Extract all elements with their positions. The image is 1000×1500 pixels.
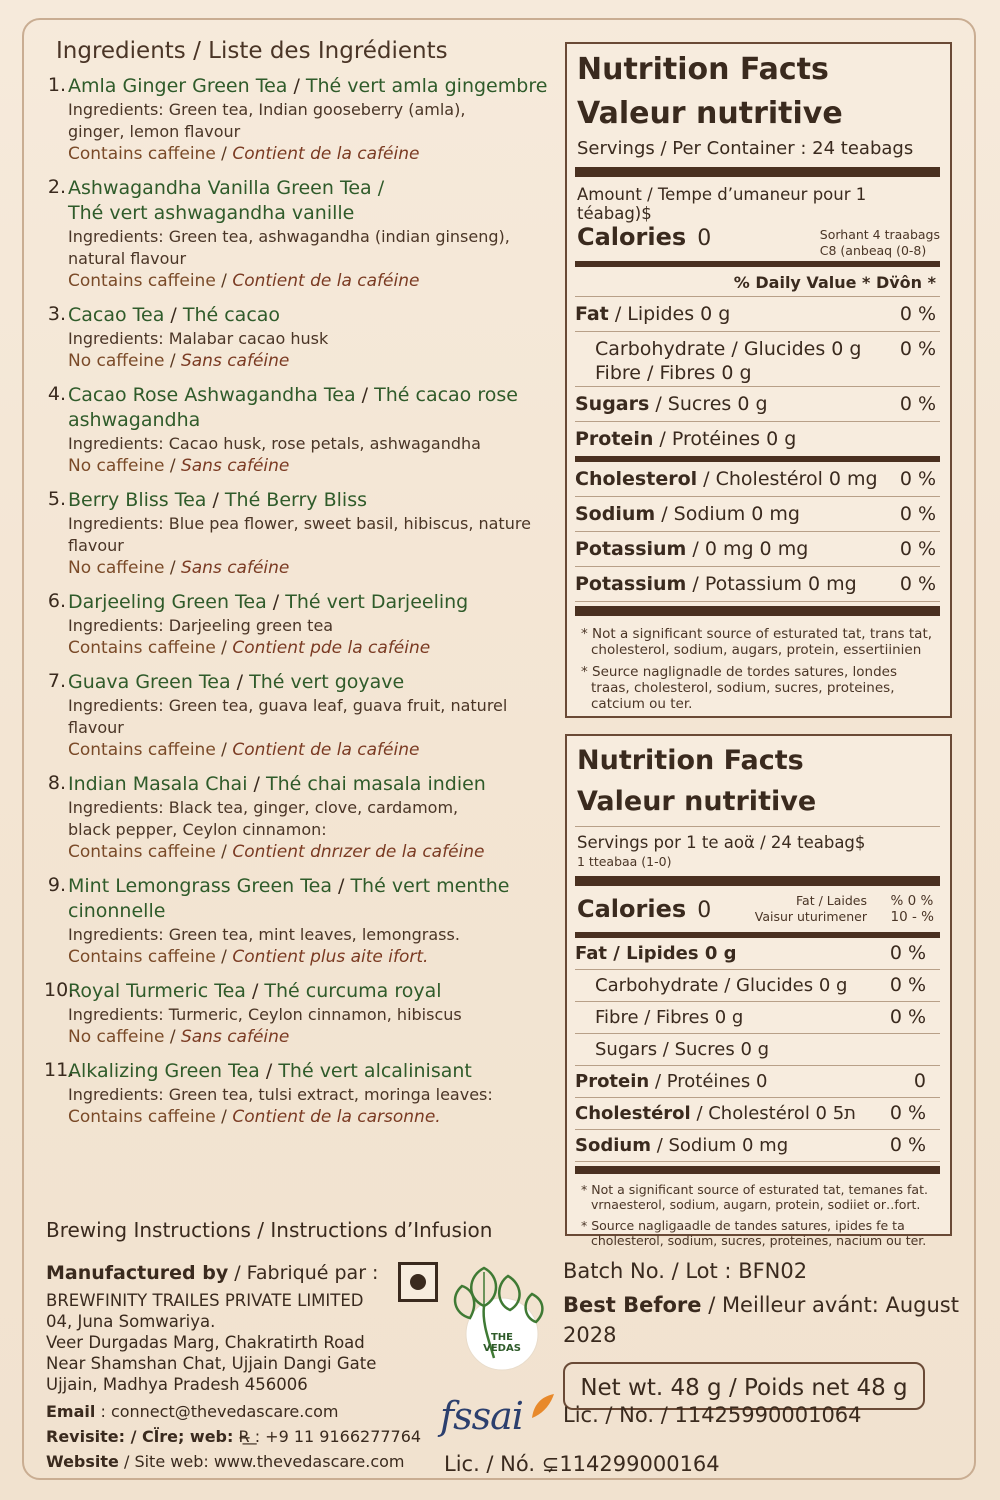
item-title-fr: Thé cacao [182,304,281,326]
nf2-title-en: Nutrition Facts [577,745,804,776]
item-title: Berry Bliss Tea / Thé Berry Bliss [68,489,367,511]
item-title-en: Darjeeling Green Tea [68,591,267,613]
nutrient-name: Protein [575,1071,650,1092]
item-ingredients: Ingredients: Green tea, Indian gooseberry (amla), [68,100,466,119]
item-ingredients: Ingredients: Cacao husk, rose petals, ashwagandha [68,434,481,453]
nf1-divider-mid [575,261,940,267]
nf1-serving-note-1: Sorhant 4 traabags [819,227,940,242]
caffeine-en: No caffeine [68,351,165,371]
ingredient-item [44,488,556,580]
nutrient-detail: / Cholestérol 0 ת5 [690,1103,857,1124]
item-caffeine: No caffeine / Sans caféine [68,351,290,371]
fssai-text: fssai [440,1394,523,1438]
nutrient-detail: / 0 mg 0 mg [686,538,809,560]
item-title-en: Alkalizing Green Tea [68,1060,260,1082]
item-caffeine: Contains caffeine / Contient de la caféine [68,740,420,760]
nutrient-percent: 0 % [889,1134,926,1156]
address-line-4: Ujjain, Madhya Pradesh 456006 [46,1375,308,1394]
caffeine-fr: Sans caféine [180,456,290,476]
nutrient-percent: 0 % [899,393,936,415]
item-number: 4. [47,383,66,405]
item-caffeine: No caffeine / Sans caféine [68,558,290,578]
item-title: Royal Turmeric Tea / Thé curcuma royal [68,980,442,1002]
ingredient-item [44,176,556,293]
nf2-servings-sub: 1 tteabaa (1-0) [577,854,672,869]
caffeine-en: Contains caffeine [68,638,216,658]
nutrient-detail: / Cholestérol 0 mg [697,468,878,490]
item-title: Cacao Tea / Thé cacao [68,304,281,326]
address-line-2: Veer Durgadas Marg, Chakratirth Road [46,1333,365,1352]
nf1-divider-bottom [575,606,940,616]
nutrient-row [575,1066,940,1098]
nf2-cal-mid-2: Vaisur uturimener [754,909,867,924]
ingredient-item [44,670,556,762]
item-title-fr: Thé vert ashwagandha vanille [68,202,355,224]
item-number: 9. [47,874,66,896]
nf1-title-fr: Valeur nutritive [577,96,843,131]
batch-value: BFN02 [738,1259,808,1283]
ingredients-heading: Ingredients / Liste des Ingrédients [56,38,448,64]
nutrient-percent: 0 % [899,468,936,490]
nutrient-name: Fat / Lipides 0 g [575,943,737,964]
nutrient-percent: 0 % [899,573,936,595]
caffeine-fr: Contient de la caféine [232,144,420,164]
nutrient-name: Cholesterol [575,468,698,490]
website-label: Website [46,1452,119,1471]
nf1-footnote-2: * Seurce naglignadle de tordes satures, londes traas, cholesterol, sodium, sucres, proteines, catcium ou ter. [581,664,897,712]
fssai-leaf-icon [528,1392,556,1422]
license-line-1: Lic. / No. / 11425990001064 [563,1403,862,1427]
nf1-rows [567,297,950,602]
item-title [68,176,556,226]
nf1-calories-label: Calories [577,223,687,251]
item-number: 10. [44,979,75,1001]
item-number: 6. [47,590,66,612]
caffeine-en: Contains caffeine [68,1107,216,1127]
license-line-2: Lic. / Nó. ⊊114299000164 [444,1452,720,1476]
item-title-en: Cacao Tea [68,304,165,326]
nutrient-percent: 0 % [899,303,936,325]
caffeine-fr: Contient de la caféine [232,271,420,291]
nutrient-name: Fat [575,303,609,325]
nutrient-detail: Carbohydrate / Glucides 0 g [595,975,848,996]
item-ingredients: flavour [68,536,124,555]
nf1-servings: Servings / Per Container : 24 teabags [577,138,914,159]
nutrient-row [575,422,940,462]
item-number: 3. [47,303,66,325]
item-title-fr: Thé cacao rose ashwagandha [68,384,518,431]
nutrient-name: Sodium [575,1135,651,1156]
nf2-footnote-2: * Source nagligaadle de tandes satures, ipides fe ta cholesterol, sodium, sucres, proteines, nacium ou ter. [581,1218,927,1248]
item-title-fr: Thé vert goyave [249,671,405,693]
nutrient-percent: 0 % [889,942,926,964]
item-ingredients: Ingredients: Malabar cacao husk [68,329,329,348]
address-line-3: Near Shamshan Chat, Ujjain Dangi Gate [46,1354,377,1373]
caffeine-fr: Contient de la caféine [232,740,420,760]
item-title: Cacao Rose Ashwagandha Tea / Thé cacao rose ashwagandha [68,384,518,431]
caffeine-en: Contains caffeine [68,842,216,862]
nf2-calories-row [577,890,940,928]
nf1-dv-header: % Daily Value * Dv̈ôn * [733,273,936,292]
item-ingredients: flavour [68,718,124,737]
item-title-fr: Thé vert alcalinisant [278,1060,472,1082]
nf1-divider-thick [575,167,940,177]
nutrient-detail: / Sodium 0 mg [650,1135,789,1156]
website-value[interactable]: / Site web: www.thevedascare.com [118,1452,405,1471]
nutrient-row [575,1002,940,1034]
mfg-label-fr: / Fabriqué par : [228,1262,379,1284]
nf1-title-en: Nutrition Facts [577,52,829,87]
leaf-logo-icon [448,1262,548,1372]
best-before-line [563,1290,963,1350]
caffeine-en: No caffeine [68,1027,165,1047]
email-label: Email [46,1402,96,1421]
nutrient-detail: / Protéines 0 [649,1071,768,1092]
nutrient-name: Sugars [575,393,650,415]
company-name: BREWFINITY TRAILES PRIVATE LIMITED [46,1291,364,1310]
net-weight-box: Net wt. 48 g / Poids net 48 g [563,1362,925,1410]
nutrient-name: Sodium [575,503,656,525]
item-ingredients: natural flavour [68,249,187,268]
ingredients-list [44,74,556,1129]
ingredient-item [44,74,556,166]
ingredient-item [44,1059,556,1129]
item-caffeine: Contains caffeine / Contient de la carsonne. [68,1107,441,1127]
nf2-servings: Servings por 1 te aoα̈ / 24 teabag$ [577,833,866,852]
caffeine-en: No caffeine [68,558,165,578]
best-before-value: / Meilleur avánt: August 2028 [563,1293,959,1347]
caffeine-fr: Sans caféine [180,351,290,371]
item-number: 11. [44,1059,75,1081]
nf2-calories-label: Calories [577,895,687,923]
item-title-fr: Thé chai masala indien [265,773,486,795]
ingredients-section [44,38,556,1139]
nf2-divider-bottom [575,1166,940,1174]
item-title: Darjeeling Green Tea / Thé vert Darjeeling [68,591,469,613]
nutrient-row [575,387,940,422]
nutrient-row [575,970,940,1002]
item-title-en: Royal Turmeric Tea [68,980,246,1002]
nutrient-row [575,297,940,332]
nutrient-row [575,1130,940,1162]
nutrient-row [575,332,940,387]
nf1-calories-value: 0 [697,226,712,251]
item-number: 8. [47,772,66,794]
caffeine-fr: Contient pde la caféine [232,638,431,658]
nf1-serving-note-2: C8 (anbeaq (0-8) [819,243,927,258]
item-ingredients: Ingredients: Green tea, guava leaf, guava fruit, naturel [68,696,508,715]
item-title: Amla Ginger Green Tea / Thé vert amla gingembre [68,75,548,97]
nutrient-name: Cholestérol [575,1103,691,1124]
item-title-fr: Thé curcuma royal [264,980,442,1002]
item-ingredients: black pepper, Ceylon cinnamon: [68,820,327,839]
item-caffeine: Contains caffeine / Contient de la caféine [68,144,420,164]
ingredient-item [44,772,556,864]
nutrient-name: Potassium [575,538,687,560]
caffeine-en: Contains caffeine [68,740,216,760]
nutrient-percent: 0 [913,1070,926,1092]
nf2-footnote-1: * Not a significant source of esturated tat, temanes fat. vrnaesterol, sodium, augarn, protein, sodiiet or‥fort. [581,1182,928,1212]
item-title-fr: Thé vert Darjeeling [285,591,469,613]
batch-label: Batch No. / Lot : [563,1259,732,1283]
nutrient-name: Protein [575,428,654,450]
nf2-divider-thick [575,876,940,886]
item-title: Indian Masala Chai / Thé chai masala indien [68,773,486,795]
item-title-fr: Thé Berry Bliss [224,489,367,511]
caffeine-fr: Contient plus aite ifort. [232,947,429,967]
phone-value[interactable]: R̶͟ : +9 11 9166277764 [233,1427,422,1446]
item-ingredients: Ingredients: Turmeric, Ceylon cinnamon, hibiscus [68,1005,462,1024]
item-caffeine: Contains caffeine / Contient pde la caféine [68,638,431,658]
item-ingredients: Ingredients: Blue pea flower, sweet basil, hibiscus, nature [68,514,531,533]
nf1-calories-row [577,223,940,259]
nutrient-detail: Fibre / Fibres 0 g [595,1007,744,1028]
email-value[interactable]: : connect@thevedascare.com [95,1402,339,1421]
item-title-fr: Thé vert amla gingembre [305,75,548,97]
nutrient-row [575,497,940,532]
caffeine-fr: Sans caféine [180,558,290,578]
item-title: Guava Green Tea / Thé vert goyave [68,671,405,693]
item-caffeine: No caffeine / Sans caféine [68,456,290,476]
nf2-calories-value: 0 [697,898,712,923]
nutrient-detail: Carbohydrate / Glucides 0 g [595,338,862,360]
best-before-label: Best Before [563,1293,702,1317]
batch-line [563,1256,963,1286]
brewing-instructions-heading: Brewing Instructions / Instructions d’Infusion [46,1218,493,1242]
caffeine-en: Contains caffeine [68,144,216,164]
item-title-en: Mint Lemongrass Green Tea [68,875,332,897]
nutrition-facts-panel-1 [565,42,952,718]
ingredient-item [44,590,556,660]
nutrient-percent: 0 % [899,338,936,360]
nutrient-row [575,1098,940,1130]
caffeine-en: Contains caffeine [68,271,216,291]
nutrient-row [575,1034,940,1066]
item-caffeine: Contains caffeine / Contient dnrızer de la caféine [68,842,485,862]
item-title-en: Guava Green Tea [68,671,231,693]
nutrient-detail: / Protéines 0 g [653,428,797,450]
caffeine-en: No caffeine [68,456,165,476]
nutrient-detail: / Sodium 0 mg [655,503,800,525]
item-ingredients: Ingredients: Green tea, tulsi extract, moringa leaves: [68,1085,493,1104]
ingredient-item [44,383,556,478]
nutrient-percent: 0 % [889,1006,926,1028]
item-caffeine: No caffeine / Sans caféine [68,1027,290,1047]
item-title: Alkalizing Green Tea / Thé vert alcalinisant [68,1060,472,1082]
nutrient-row [575,462,940,497]
nutrient-percent: 0 % [899,503,936,525]
nutrient-name: Potassium [575,573,687,595]
item-ingredients: Ingredients: Darjeeling green tea [68,616,334,635]
nutrient-detail: / Lipides 0 g [608,303,731,325]
nutrient-row [575,567,940,602]
item-number: 5. [47,488,66,510]
item-number: 1. [47,74,66,96]
nf1-footnote-1: * Not a significant source of esturated tat, trans tat, cholesterol, sodium, augars, protein, essertiinien [581,626,933,658]
caffeine-fr: Sans caféine [180,1027,290,1047]
caffeine-fr: Contient dnrızer de la caféine [232,842,485,862]
logo-text: THE VEDAS [483,1332,521,1354]
nf1-footnotes [579,626,938,712]
nutrient-detail: Sugars / Sucres 0 g [595,1039,770,1060]
item-title-en: Amla Ginger Green Tea [68,75,288,97]
caffeine-en: Contains caffeine [68,947,216,967]
item-ingredients: ginger, lemon flavour [68,122,241,141]
item-caffeine: Contains caffeine / Contient plus aite ifort. [68,947,429,967]
nutrient-row [575,532,940,567]
nf2-cal-mid-1: Fat / Laides [796,893,867,908]
nutrient-percent: 0 % [889,974,926,996]
item-title: Mint Lemongrass Green Tea / Thé vert menthe cinonnelle [68,875,510,922]
nutrient-subdetail: Fibre / Fibres 0 g [595,362,752,384]
item-ingredients: Ingredients: Black tea, ginger, clove, cardamom, [68,798,459,817]
item-number: 7. [47,670,66,692]
nutrient-detail: / Potassium 0 mg [686,573,857,595]
nutrition-facts-panel-2 [565,734,952,1248]
item-number: 2. [47,176,66,198]
caffeine-fr: Contient de la carsonne. [232,1107,441,1127]
nf1-amount: Amount / Tempe d’umaneur pour 1 téabag)$ [577,185,867,223]
nutrient-percent: 0 % [889,1102,926,1124]
nf2-rows [567,938,950,1162]
address-line-1: 04, Juna Somwariya. [46,1312,216,1331]
item-caffeine: Contains caffeine / Contient de la caféine [68,271,420,291]
nf2-title-fr: Valeur nutritive [577,786,817,817]
revisite-label: Revisite: / Cl̈re; web: [46,1427,234,1446]
item-title-fr: Thé vert menthe cinonnelle [68,875,510,922]
vegetarian-mark-icon [398,1262,438,1302]
item-ingredients: Ingredients: Green tea, ashwagandha (indian ginseng), [68,227,510,246]
ingredient-item [44,303,556,373]
item-title-en: Berry Bliss Tea [68,489,207,511]
item-title-en: Ashwagandha Vanilla Green Tea / [68,177,385,199]
ingredient-item [44,979,556,1049]
the-vedas-logo [448,1262,548,1372]
nf2-footnotes [579,1182,938,1248]
nf2-cal-pct-1: % 0 % [890,893,934,909]
mfg-label: Manufactured by [46,1262,229,1284]
item-ingredients: Ingredients: Green tea, mint leaves, lemongrass. [68,925,460,944]
nf2-cal-pct-2: 10 ‑ % [890,909,934,925]
batch-section [563,1256,963,1410]
item-title-en: Cacao Rose Ashwagandha Tea [68,384,356,406]
nutrient-detail: / Sucres 0 g [649,393,768,415]
nutrient-row [575,938,940,970]
nutrient-percent: 0 % [899,538,936,560]
item-title-en: Indian Masala Chai [68,773,248,795]
ingredient-item [44,874,556,969]
